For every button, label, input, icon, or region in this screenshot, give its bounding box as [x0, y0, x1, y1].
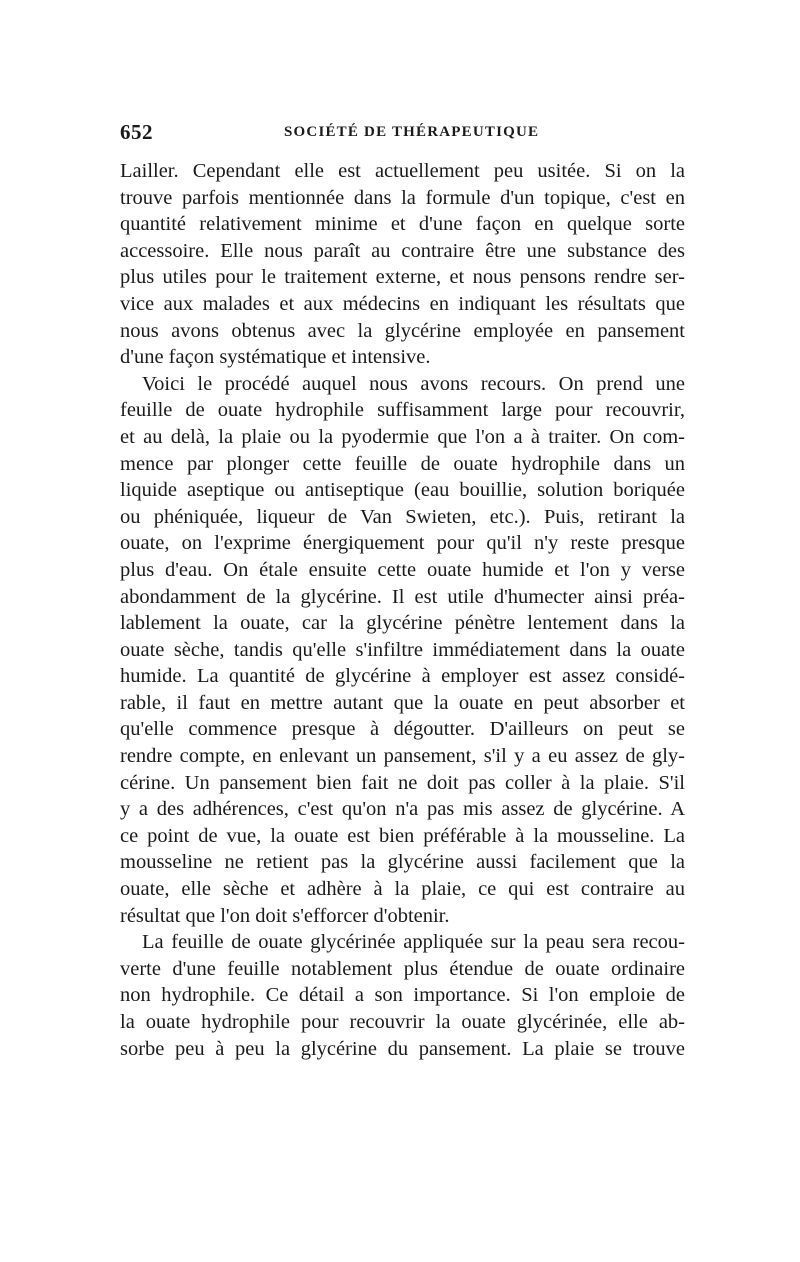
text-line: Voici le procédé auquel nous avons recours. On prend une: [142, 372, 685, 395]
text-line: Lailler. Cependant elle est actuellement peu usitée. Si on la: [120, 160, 685, 182]
text-line: vice aux malades et aux médecins en indiquant les résultats que: [120, 292, 685, 315]
text-line: liquide aseptique ou antiseptique (eau bouillie, solution boriquée: [120, 479, 685, 502]
paragraph: [120, 158, 685, 371]
page-number: 652: [120, 120, 153, 144]
text-line: trouve parfois mentionnée dans la formule d'un topique, c'est en: [120, 186, 685, 209]
running-head: SOCIÉTÉ DE THÉRAPEUTIQUE: [284, 124, 540, 140]
text-line: accessoire. Elle nous paraît au contraire être une substance des: [120, 239, 685, 262]
paragraph: [120, 371, 685, 929]
text-line: sorbe peu à peu la glycérine du pansement. La plaie se trouve: [120, 1037, 685, 1060]
text-line: quantité relativement minime et d'une façon en quelque sorte: [120, 213, 685, 236]
text-line: d'une façon systématique et intensive.: [120, 346, 431, 369]
text-line: la ouate hydrophile pour recouvrir la ouate glycérinée, elle ab-: [120, 1011, 685, 1033]
text-line: ce point de vue, la ouate est bien préférable à la mousseline. La: [120, 824, 685, 847]
text-line: plus utiles pour le traitement externe, et nous pensons rendre ser-: [120, 266, 685, 289]
text-line: rable, il faut en mettre autant que la ouate en peut absorber et: [120, 691, 685, 714]
text-line: humide. La quantité de glycérine à employer est assez considé-: [120, 665, 685, 688]
text-line: résultat que l'on doit s'efforcer d'obtenir.: [120, 904, 450, 927]
text-line: mousseline ne retient pas la glycérine aussi facilement que la: [120, 851, 685, 874]
text-line: abondamment de la glycérine. Il est utile d'humecter ainsi préa-: [120, 585, 685, 608]
text-line: ouate sèche, tandis qu'elle s'infiltre immédiatement dans la ouate: [120, 638, 685, 661]
text-line: mence par plonger cette feuille de ouate hydrophile dans un: [120, 452, 685, 475]
body-text: [120, 158, 685, 1062]
text-line: feuille de ouate hydrophile suffisamment large pour recouvrir,: [120, 399, 685, 422]
text-line: La feuille de ouate glycérinée appliquée sur la peau sera recou-: [142, 931, 685, 954]
text-line: verte d'une feuille notablement plus étendue de ouate ordinaire: [120, 957, 685, 980]
text-line: qu'elle commence presque à dégoutter. D'ailleurs on peut se: [120, 718, 685, 741]
text-line: ouate, on l'exprime énergiquement pour qu'il n'y reste presque: [120, 532, 685, 555]
text-line: non hydrophile. Ce détail a son importance. Si l'on emploie de: [120, 984, 685, 1007]
page-header: [120, 120, 685, 146]
text-line: rendre compte, en enlevant un pansement, s'il y a eu assez de gly-: [120, 745, 685, 768]
text-line: ou phéniquée, liqueur de Van Swieten, etc.). Puis, retirant la: [120, 505, 685, 528]
text-line: lablement la ouate, car la glycérine pénètre lentement dans la: [120, 612, 685, 635]
paragraph: [120, 929, 685, 1062]
text-line: et au delà, la plaie ou la pyodermie que l'on a à traiter. On com-: [120, 425, 685, 448]
text-line: cérine. Un pansement bien fait ne doit pas coller à la plaie. S'il: [120, 771, 685, 794]
text-line: ouate, elle sèche et adhère à la plaie, ce qui est contraire au: [120, 878, 685, 901]
text-line: y a des adhérences, c'est qu'on n'a pas mis assez de glycérine. A: [120, 798, 685, 821]
text-line: plus d'eau. On étale ensuite cette ouate humide et l'on y verse: [120, 558, 685, 581]
text-line: nous avons obtenus avec la glycérine employée en pansement: [120, 319, 685, 342]
